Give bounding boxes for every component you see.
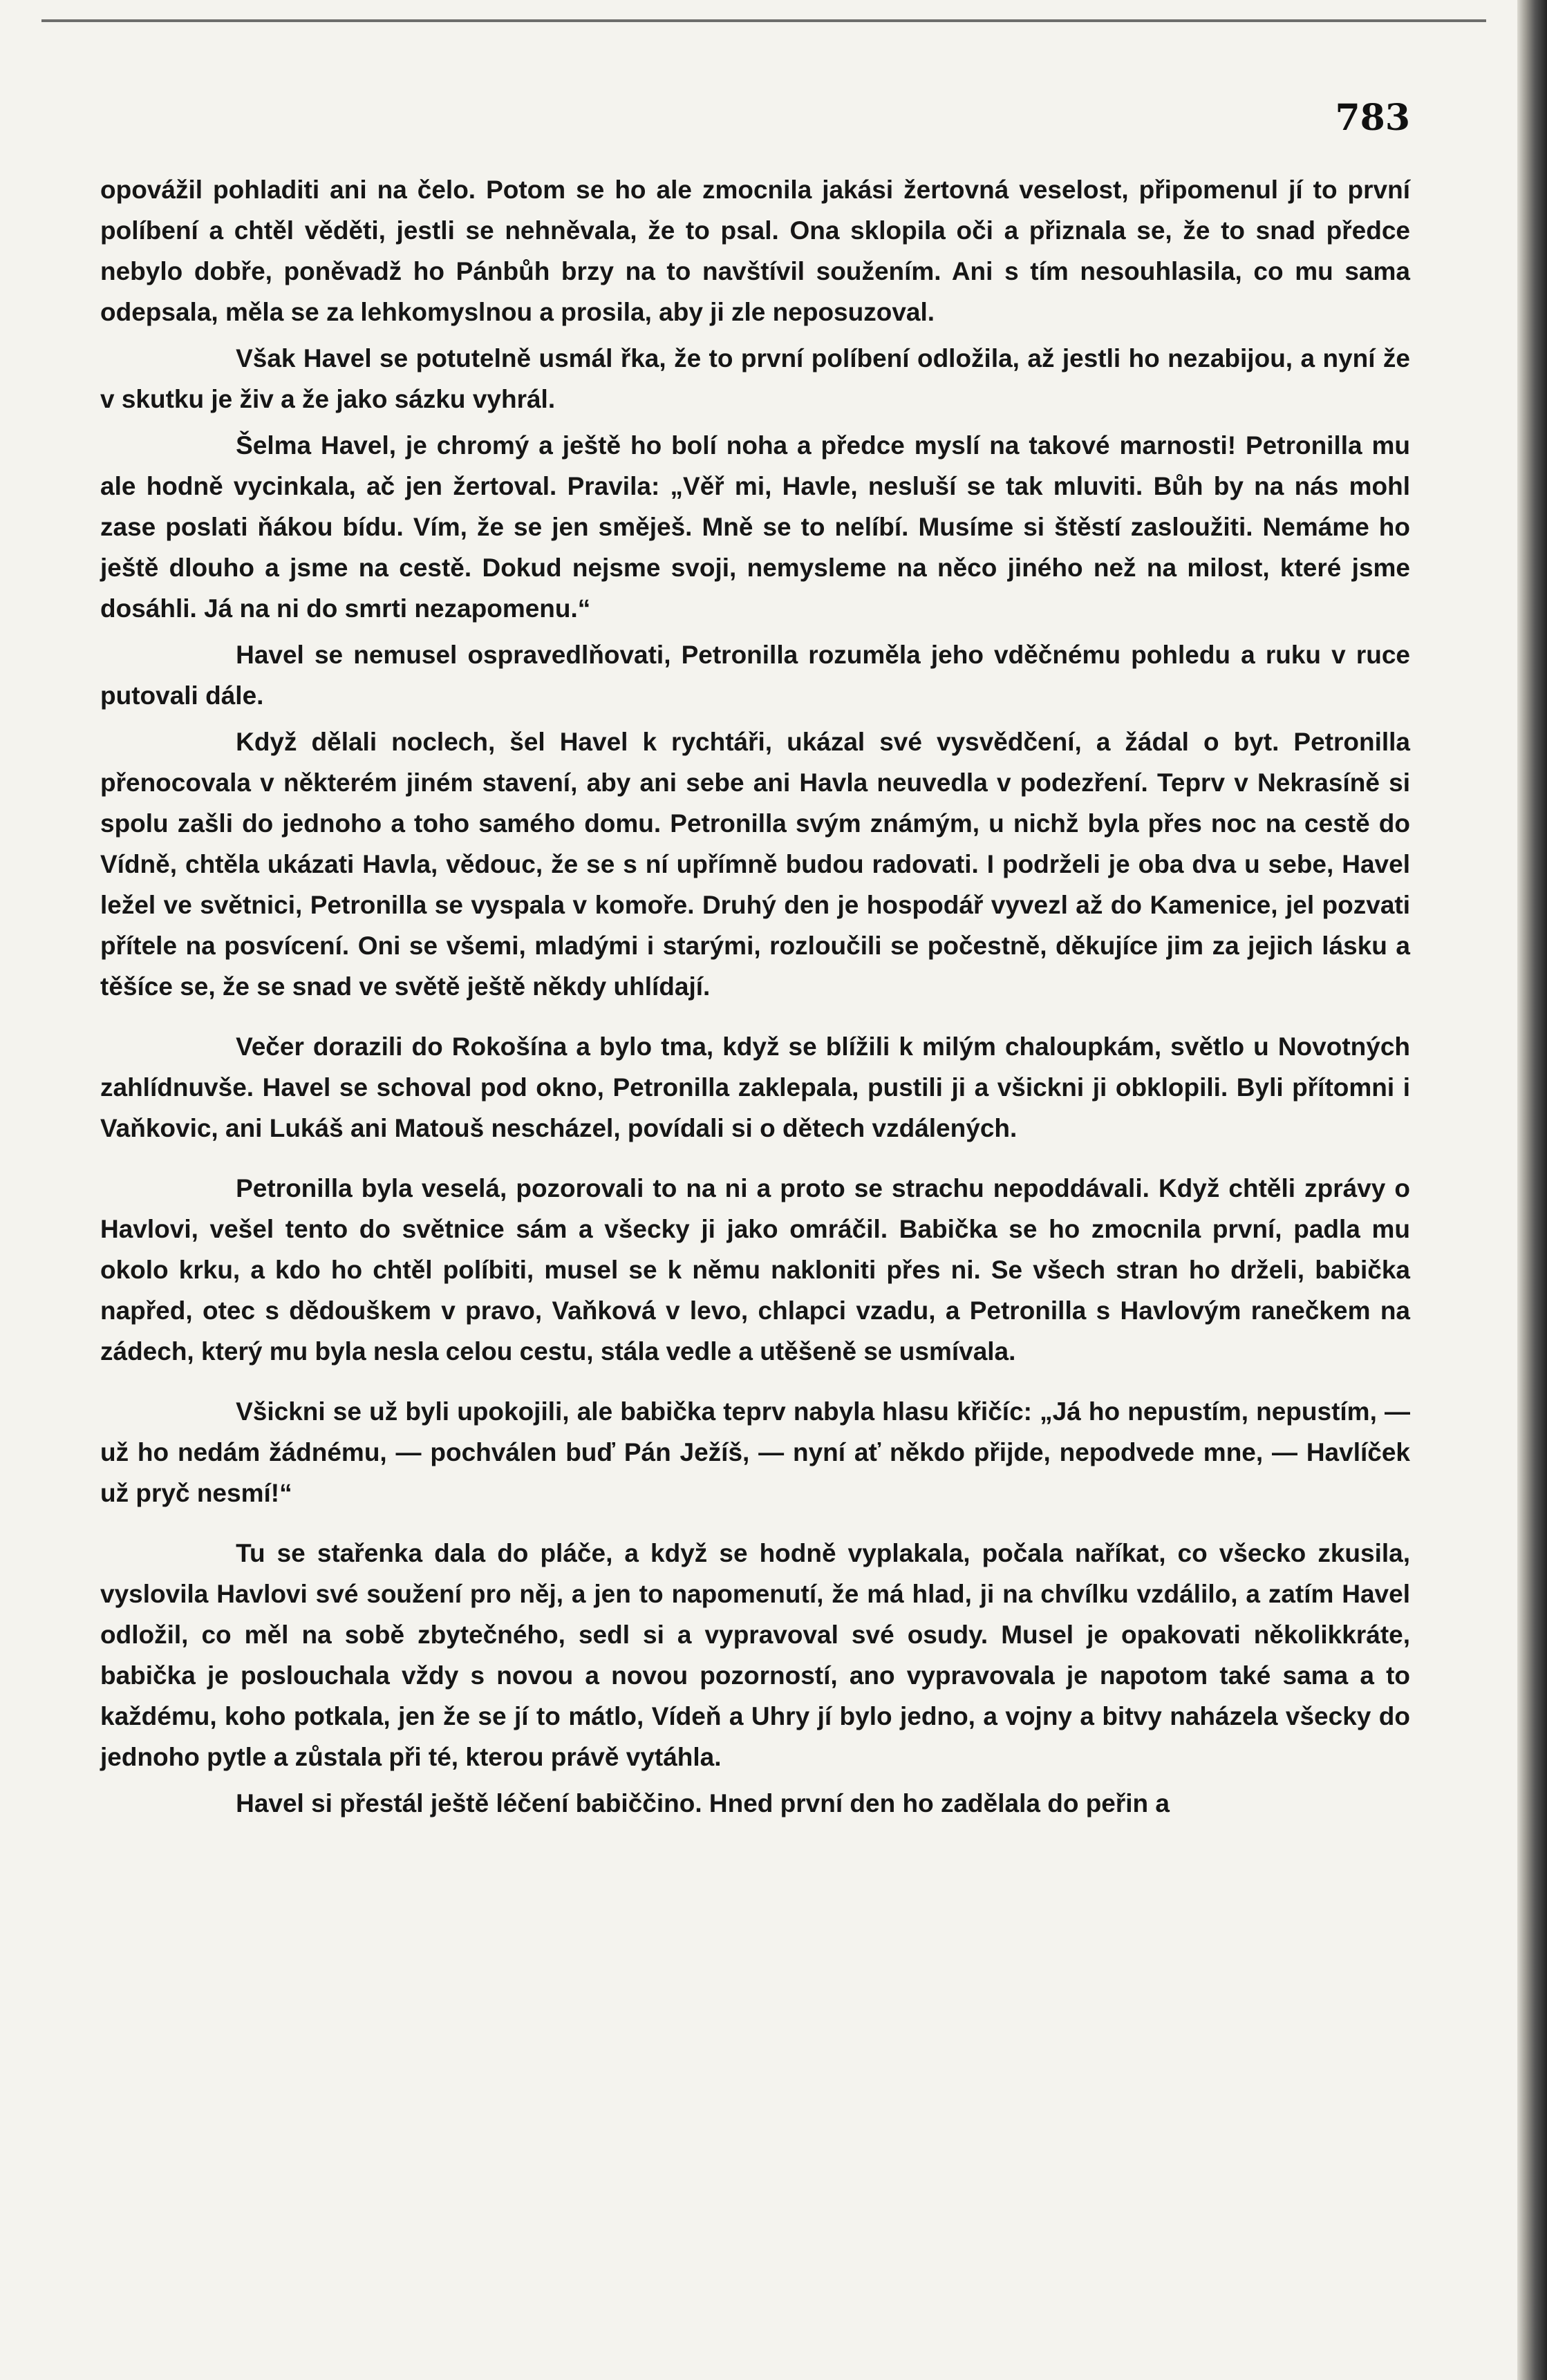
paragraph-8: Všickni se už byli upokojili, ale babička teprv nabyla hlasu křičíc: „Já ho nepustím, nepustím, — už ho nedám žádnému, — pochválen buď Pán Ježíš, — nyní ať někdo přijde, nepodvede mne, — Havlíček už pryč nesmí!“ bbox=[100, 1397, 1410, 1507]
paragraph-10: Havel si přestál ještě léčení babiččino. Hned první den ho zadělala do peřin a bbox=[236, 1789, 1170, 1817]
body-text bbox=[100, 169, 1410, 1829]
paragraph-6: Večer dorazili do Rokošína a bylo tma, když se blížili k milým chaloupkám, světlo u Novotných zahlídnuvše. Havel se schoval pod okno, Petronilla zaklepala, pustili ji a všickni ji obklopili. Byli přítomni i Vaňkovic, ani Lukáš ani Matouš nescházel, povídali si o dětech vzdálených. bbox=[100, 1032, 1410, 1142]
paragraph-9: Tu se stařenka dala do pláče, a když se hodně vyplakala, počala naříkat, co všecko zkusila, vyslovila Havlovi své soužení pro něj, a jen to napomenutí, že má hlad, ji na chvílku vzdálilo, a zatím Havel odložil, co měl na sobě zbytečného, sedl si a vypravoval své osudy. Musel je opakovati několikkráte, babička je poslouchala vždy s novou a novou pozorností, ano vypravovala je napotom také sama a to každému, koho potkala, jen že se jí to mátlo, Vídeň a Uhry jí bylo jedno, a vojny a bitvy naházela všecky do jednoho pytle a zůstala při té, kterou právě vytáhla. bbox=[100, 1539, 1410, 1771]
paragraph-1: opovážil pohladiti ani na čelo. Potom se ho ale zmocnila jakási žertovná veselost, připomenul jí to první políbení a chtěl věděti, jestli se nehněvala, že to psal. Ona sklopila oči a přiznala se, že to snad předce nebylo dobře, poněvadž ho Pánbůh brzy na to navštívil soužením. Ani s tím nesouhlasila, co mu sama odepsala, měla se za lehkomyslnou a prosila, aby ji zle neposuzoval. bbox=[100, 176, 1410, 326]
paragraph-5: Když dělali noclech, šel Havel k rychtáři, ukázal své vysvědčení, a žádal o byt. Petronilla přenocovala v některém jiném stavení, aby ani sebe ani Havla neuvedla v podezření. Teprv v Nekrasíně si spolu zašli do jednoho a toho samého domu. Petronilla svým známým, u nichž byla přes noc na cestě do Vídně, chtěla ukázati Havla, vědouc, že se s ní upřímně budou radovati. I podrželi je oba dva u sebe, Havel ležel ve světnici, Petronilla se vyspala v komoře. Druhý den je hospodář vyvezl až do Kamenice, jel pozvati přítele na posvícení. Oni se všemi, mladými i starými, rozloučili se počestně, děkujíce jim za jejich lásku a těšíce se, že se snad ve světě ještě někdy uhlídají. bbox=[100, 728, 1410, 1001]
page-number: 783 bbox=[1335, 97, 1410, 139]
page-edge-shadow bbox=[1517, 0, 1547, 2380]
paragraph-7: Petronilla byla veselá, pozorovali to na ni a proto se strachu nepoddávali. Když chtěli zprávy o Havlovi, vešel tento do světnice sám a všecky ji jako omráčil. Babička se ho zmocnila první, padla mu okolo krku, a kdo ho chtěl políbiti, musel se k němu nakloniti přes ni. Se všech stran ho drželi, babička napřed, otec s dědouškem v pravo, Vaňková v levo, chlapci vzadu, a Petronilla s Havlovým ranečkem na zádech, který mu byla nesla celou cestu, stála vedle a utěšeně se usmívala. bbox=[100, 1174, 1410, 1366]
paragraph-3: Šelma Havel, je chromý a ještě ho bolí noha a předce myslí na takové marnosti! Petronilla mu ale hodně vycinkala, ač jen žertoval. Pravila: „Věř mi, Havle, nesluší se tak mluviti. Bůh by na nás mohl zase poslati ňákou bídu. Vím, že se jen směješ. Mně se to nelíbí. Musíme si štěstí zasloužiti. Nemáme ho ještě dlouho a jsme na cestě. Dokud nejsme svoji, nemysleme na něco jiného než na milost, které jsme dosáhli. Já na ni do smrti nezapomenu.“ bbox=[100, 431, 1410, 623]
paragraph-4: Havel se nemusel ospravedlňovati, Petronilla rozuměla jeho vděčnému pohledu a ruku v ruce putovali dále. bbox=[100, 641, 1410, 710]
top-rule bbox=[41, 19, 1486, 22]
paragraph-2: Však Havel se potutelně usmál řka, že to první políbení odložila, až jestli ho nezabijou, a nyní že v skutku je živ a že jako sázku vyhrál. bbox=[100, 344, 1410, 413]
